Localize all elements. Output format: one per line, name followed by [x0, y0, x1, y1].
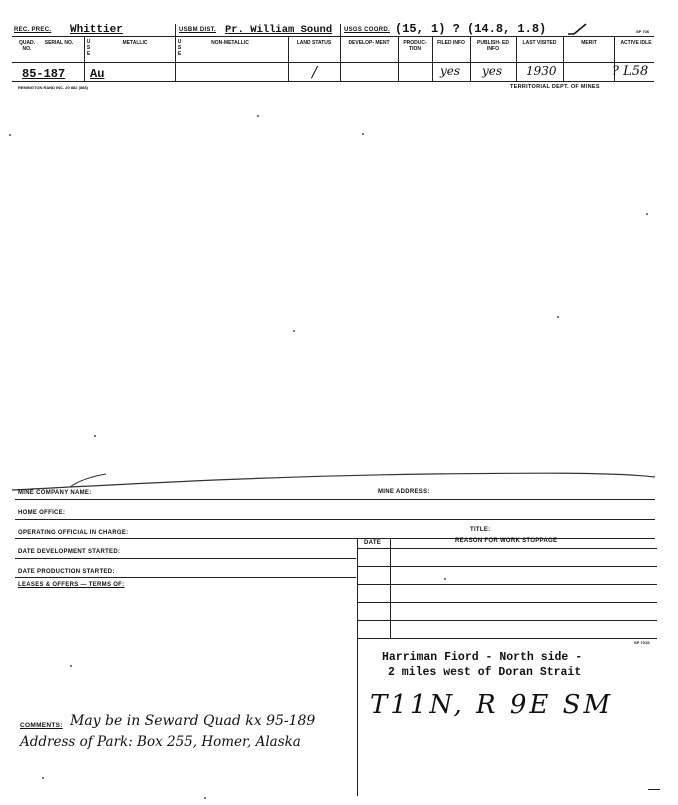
scan-speck: [257, 115, 259, 117]
scan-speck: [444, 578, 446, 580]
col-sep: [432, 37, 433, 81]
last-visited-value: 1930: [526, 64, 557, 78]
scan-speck: [362, 133, 364, 135]
stoppage-date-divider: [390, 538, 391, 638]
col-sep: [470, 37, 471, 81]
usgs-coord-value: (15, 1) ? (14.8, 1.8): [395, 22, 547, 36]
location-handwritten: T11N, R 9E SM: [370, 690, 614, 720]
col-use-2-header: U S E: [177, 39, 182, 57]
stoppage-reason-header: REASON FOR WORK STOPPAGE: [455, 538, 558, 544]
date-development-rule: [15, 558, 356, 559]
card-edge: [10, 468, 670, 494]
stoppage-row-rule: [357, 584, 657, 585]
col-sep: [84, 37, 85, 81]
scan-speck: [557, 316, 559, 318]
date-production-started-label: DATE PRODUCTION STARTED:: [18, 569, 115, 575]
stoppage-date-header: DATE: [364, 540, 382, 546]
stoppage-row-rule: [357, 638, 657, 639]
home-office-rule: [15, 519, 655, 520]
col-merit-header: MERIT: [581, 40, 597, 46]
stoppage-row-rule: [357, 548, 657, 549]
col-sep: [563, 37, 564, 81]
usbm-dist-label: USBM DIST.: [179, 27, 217, 33]
col-sep: [175, 24, 176, 81]
rec-prec-label: REC. PREC.: [14, 27, 52, 33]
col-sep: [516, 37, 517, 81]
stoppage-row-rule: [357, 620, 657, 621]
top-card-rule-1: [12, 36, 654, 37]
comments-line-1: May be in Seward Quad kx 95-189: [70, 713, 316, 729]
col-land-status-header: LAND STATUS: [296, 40, 332, 46]
department-label: TERRITORIAL DEPT. OF MINES: [510, 84, 600, 90]
check-mark-icon: [566, 22, 588, 41]
location-line-1: Harriman Fiord - North side -: [382, 651, 583, 664]
operating-official-label: OPERATING OFFICIAL IN CHARGE:: [18, 530, 129, 536]
col-last-visited-header: LAST VISITED: [522, 40, 557, 46]
usbm-dist-value: Pr. William Sound: [225, 24, 333, 36]
home-office-label: HOME OFFICE:: [18, 510, 66, 516]
operating-official-rule: [15, 538, 655, 539]
comments-line-2: Address of Park: Box 255, Homer, Alaska: [20, 734, 301, 750]
quad-serial-value: 85-187: [22, 67, 66, 81]
title-label: TITLE:: [470, 527, 491, 533]
mine-company-rule: [15, 499, 655, 500]
stoppage-table-left-border: [357, 538, 358, 796]
date-development-started-label: DATE DEVELOPMENT STARTED:: [18, 549, 121, 555]
published-info-value: yes: [482, 64, 503, 78]
scan-speck: [94, 435, 96, 437]
stoppage-row-rule: [357, 566, 657, 567]
col-published-info-header: PUBLISH- ED INFO: [477, 40, 509, 52]
col-active-idle-header: ACTIVE IDLE: [620, 40, 652, 46]
filed-info-value: yes: [440, 64, 461, 78]
col-sep: [398, 37, 399, 81]
scan-speck: [293, 330, 295, 332]
col-metallic-header: METALLIC: [122, 40, 148, 46]
scan-speck: [9, 134, 11, 136]
rec-prec-value: Whittier: [70, 24, 123, 36]
col-serial-header: SERIAL NO.: [44, 40, 74, 46]
scan-speck: [42, 777, 44, 779]
leases-offers-label: LEASES & OFFERS — TERMS OF:: [18, 582, 125, 588]
top-card-rule-3: [12, 81, 654, 82]
col-quad-header: QUAD. NO.: [18, 40, 36, 52]
date-production-rule: [15, 577, 356, 578]
top-card-rule-2: [12, 62, 654, 63]
comments-right-edge-mark: [648, 789, 660, 790]
corner-code: SP 706: [636, 29, 650, 34]
col-use-1-header: U S E: [86, 39, 91, 57]
metallic-value: Au: [90, 67, 105, 81]
usgs-coord-label: USGS COORD.: [344, 27, 390, 33]
col-filed-info-header: FILED INFO: [437, 40, 465, 46]
location-line-2: 2 miles west of Doran Strait: [388, 666, 582, 679]
land-status-value: /: [312, 63, 318, 81]
comments-label: COMMENTS:: [20, 722, 63, 729]
scan-speck: [204, 797, 206, 799]
col-sep: [340, 24, 341, 81]
form-code: SP 701S: [634, 640, 650, 645]
active-idle-value: ? L58: [612, 64, 649, 79]
scan-speck: [70, 665, 72, 667]
mine-company-name-label: MINE COMPANY NAME:: [18, 490, 92, 496]
scan-speck: [646, 213, 648, 215]
col-production-header: PRODUC- TION: [403, 40, 427, 52]
col-non-metallic-header: NON-METALLIC: [211, 40, 249, 46]
col-development-header: DEVELOP- MENT: [348, 40, 390, 46]
printer-note: REMINGTON RAND INC. 20 882 (888): [18, 85, 88, 90]
col-sep: [288, 37, 289, 81]
mine-address-label: MINE ADDRESS:: [378, 489, 430, 495]
stoppage-row-rule: [357, 602, 657, 603]
